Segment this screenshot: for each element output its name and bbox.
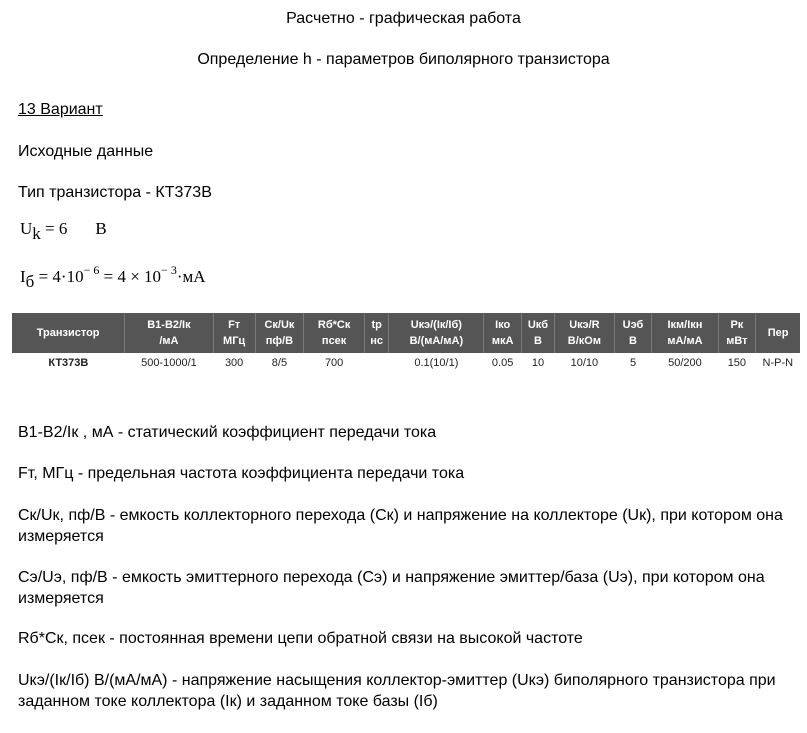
- formula-collector-voltage: [20, 219, 107, 244]
- variant-label: 13 Вариант: [18, 101, 103, 118]
- formula-uk-subscript: k: [32, 224, 41, 243]
- definition-ft: Fт, МГц - предельная частота коэффициента передачи тока: [18, 465, 465, 482]
- header-ft: Fт МГц: [213, 313, 255, 353]
- table-header-row: [12, 313, 800, 353]
- page-title: Расчетно - графическая работа: [286, 10, 521, 27]
- page-subtitle: Определение h - параметров биполярного транзистора: [197, 51, 610, 68]
- header-uke-sat: Uкэ/(Iк/Iб) В/(мА/мА): [389, 313, 484, 353]
- formula-ib-exp1: − 6: [83, 263, 100, 277]
- definition-rb-ck: Rб*Ск, псек - постоянная времени цепи обратной связи на высокой частоте: [18, 630, 583, 647]
- formula-ib-part1: = 4·10: [38, 267, 84, 286]
- cell-per: N-P-N: [762, 357, 794, 369]
- cell-uke-r: 10/10: [570, 357, 599, 369]
- header-ueb: Uэб В: [614, 313, 652, 353]
- cell-ck-uk: 8/5: [271, 357, 288, 369]
- header-iko: Iко мкА: [484, 313, 522, 353]
- formula-ib-symbol: I: [20, 267, 26, 286]
- header-ukb: Uкб В: [521, 313, 554, 353]
- header-rb-ck: Rб*Ск псек: [304, 313, 365, 353]
- transistor-type: Тип транзистора - КТ373В: [18, 184, 212, 201]
- header-pk: Рк мВт: [718, 313, 756, 353]
- formula-uk-symbol: U: [20, 219, 33, 238]
- formula-ib-part2: = 4 × 10: [103, 267, 162, 286]
- cell-ukb: 10: [531, 357, 545, 369]
- cell-rb-ck: 700: [324, 357, 344, 369]
- formula-uk-value: = 6: [45, 219, 68, 238]
- header-per: Пер: [756, 313, 800, 353]
- cell-transistor: КТ373В: [48, 357, 89, 369]
- table-row: [12, 353, 800, 373]
- cell-ft: 300: [224, 357, 244, 369]
- formula-uk-unit: В: [95, 219, 107, 238]
- formula-ib-exp2: − 3: [161, 263, 177, 277]
- header-ikm-ikn: Iкм/Iкн мА/мА: [652, 313, 718, 353]
- header-uke-r: Uкэ/R В/кОм: [555, 313, 615, 353]
- header-ck-uk: Ск/Uк пф/В: [255, 313, 304, 353]
- definition-ce-ue: Сэ/Uэ, пф/В - емкость эмиттерного перехода (Сэ) и напряжение эмиттер/база (Uэ), при котором она измеряется: [18, 569, 765, 607]
- header-transistor: Транзистор: [12, 313, 125, 353]
- transistor-parameters-table: [12, 313, 800, 373]
- source-data-heading: Исходные данные: [18, 143, 154, 160]
- cell-tr: [365, 353, 389, 373]
- cell-ikm-ikn: 50/200: [668, 357, 702, 369]
- cell-uke-sat: 0.1(10/1): [414, 357, 459, 369]
- definition-uke-sat: Uкэ/(Iк/Iб) В/(мА/мА) - напряжение насыщения коллектор-эмиттер (Uкэ) биполярного транзистора при заданном токе коллектора (Iк) и заданном токе базы (Iб): [18, 672, 776, 710]
- formula-base-current: [20, 263, 206, 292]
- formula-ib-part3: ·мА: [176, 267, 206, 286]
- definition-b1b2: B1-B2/Iк , мА - статический коэффициент передачи тока: [18, 424, 437, 441]
- header-tr: tр нс: [365, 313, 389, 353]
- header-b1b2: B1-B2/Iк /мА: [125, 313, 213, 353]
- cell-b1b2: 500-1000/1: [141, 357, 197, 369]
- cell-iko: 0.05: [491, 357, 514, 369]
- cell-pk: 150: [727, 357, 747, 369]
- definition-ck-uk: Ск/Uк, пф/В - емкость коллекторного перехода (Ск) и напряжение на коллекторе (Uк), при котором она измеряется: [18, 507, 783, 545]
- cell-ueb: 5: [629, 357, 637, 369]
- formula-ib-subscript: б: [25, 272, 35, 291]
